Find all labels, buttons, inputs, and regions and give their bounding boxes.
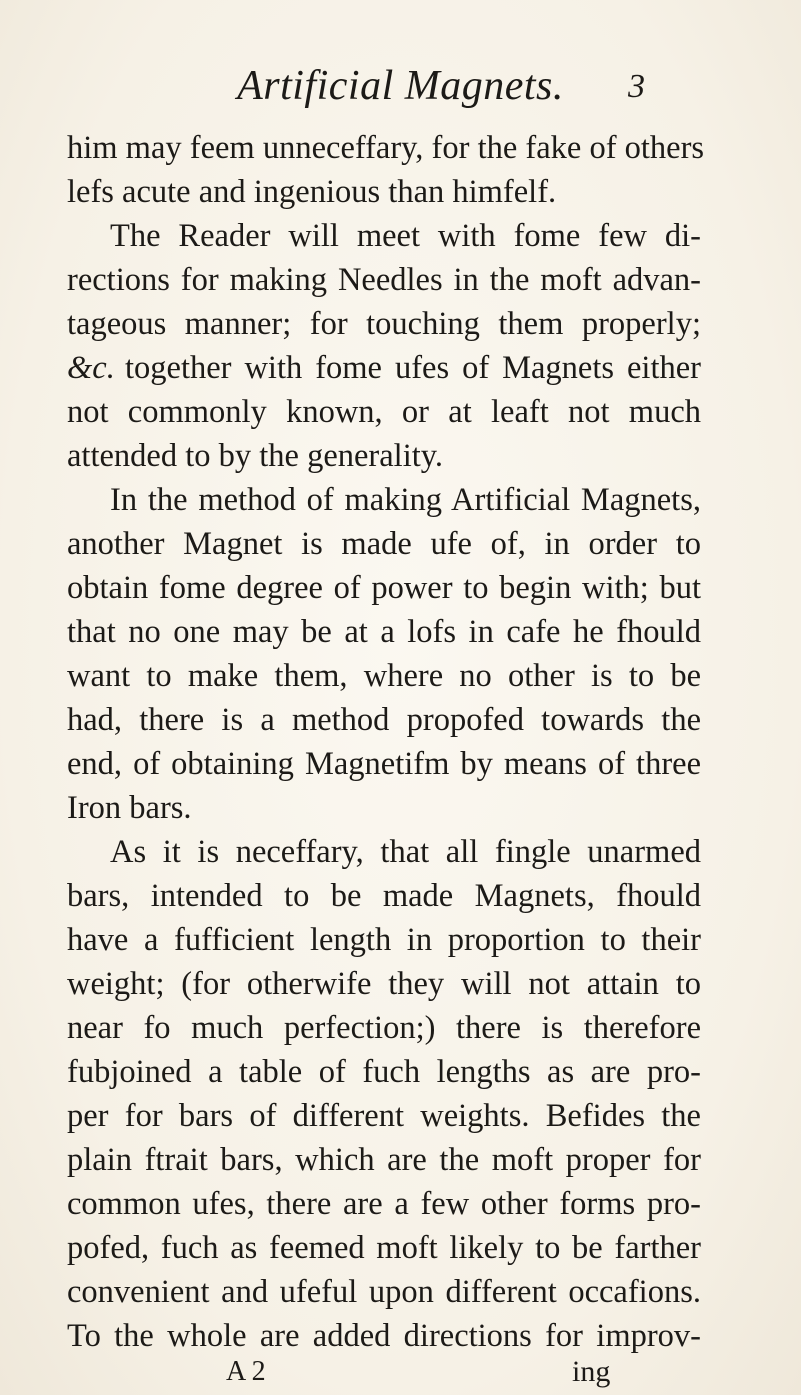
text-line: rections for making Needles in the moft advan- bbox=[67, 262, 701, 298]
text-line: plain ftrait bars, which are the moft proper for bbox=[67, 1142, 701, 1178]
text-line: end, of obtaining Magnetifm by means of three bbox=[67, 746, 701, 782]
etc-abbreviation: &c. bbox=[67, 350, 115, 386]
text-line: fubjoined a table of fuch lengths as are pro- bbox=[67, 1054, 701, 1090]
text-line: another Magnet is made ufe of, in order to bbox=[67, 526, 701, 562]
text-line: obtain fome degree of power to begin with; but bbox=[67, 570, 701, 606]
text-line: To the whole are added directions for improv- bbox=[67, 1318, 701, 1354]
page-header bbox=[0, 62, 801, 122]
text-line: convenient and ufeful upon different occafions. bbox=[67, 1274, 701, 1310]
text-line: weight; (for otherwife they will not attain to bbox=[67, 966, 701, 1002]
text-line: As it is neceffary, that all fingle unarmed bbox=[110, 834, 701, 870]
text-line: that no one may be at a lofs in cafe he fhould bbox=[67, 614, 701, 650]
text-line: In the method of making Artificial Magnets, bbox=[110, 482, 701, 518]
text-line: want to make them, where no other is to be bbox=[67, 658, 701, 694]
text-line: attended to by the generality. bbox=[67, 438, 444, 474]
text-line: Iron bars. bbox=[67, 790, 192, 826]
text-line: lefs acute and ingenious than himfelf. bbox=[67, 174, 557, 210]
text-line: bars, intended to be made Magnets, fhould bbox=[67, 878, 701, 914]
signature-mark: A 2 bbox=[226, 1356, 266, 1387]
text-line: him may feem unneceffary, for the fake of others bbox=[67, 130, 705, 166]
text-line: near fo much perfection;) there is therefore bbox=[67, 1010, 701, 1046]
text-line: common ufes, there are a few other forms pro- bbox=[67, 1186, 701, 1222]
text-line-etc bbox=[67, 346, 701, 390]
text-line: pofed, fuch as feemed moft likely to be farther bbox=[67, 1230, 701, 1266]
catchword: ing bbox=[572, 1355, 611, 1388]
text-line: not commonly known, or at leaft not much bbox=[67, 394, 701, 430]
page-footer bbox=[0, 1350, 801, 1394]
page-number: 3 bbox=[628, 68, 645, 105]
text-line: had, there is a method propofed towards the bbox=[67, 702, 701, 738]
text-line: The Reader will meet with fome few di- bbox=[110, 218, 701, 254]
text-line: have a fufficient length in proportion to their bbox=[67, 922, 701, 958]
text-line: together with fome ufes of Magnets either bbox=[125, 350, 701, 386]
text-line: tageous manner; for touching them properly; bbox=[67, 306, 701, 342]
text-line: per for bars of different weights. Befides the bbox=[67, 1098, 701, 1134]
running-title: Artificial Magnets. bbox=[237, 63, 564, 109]
